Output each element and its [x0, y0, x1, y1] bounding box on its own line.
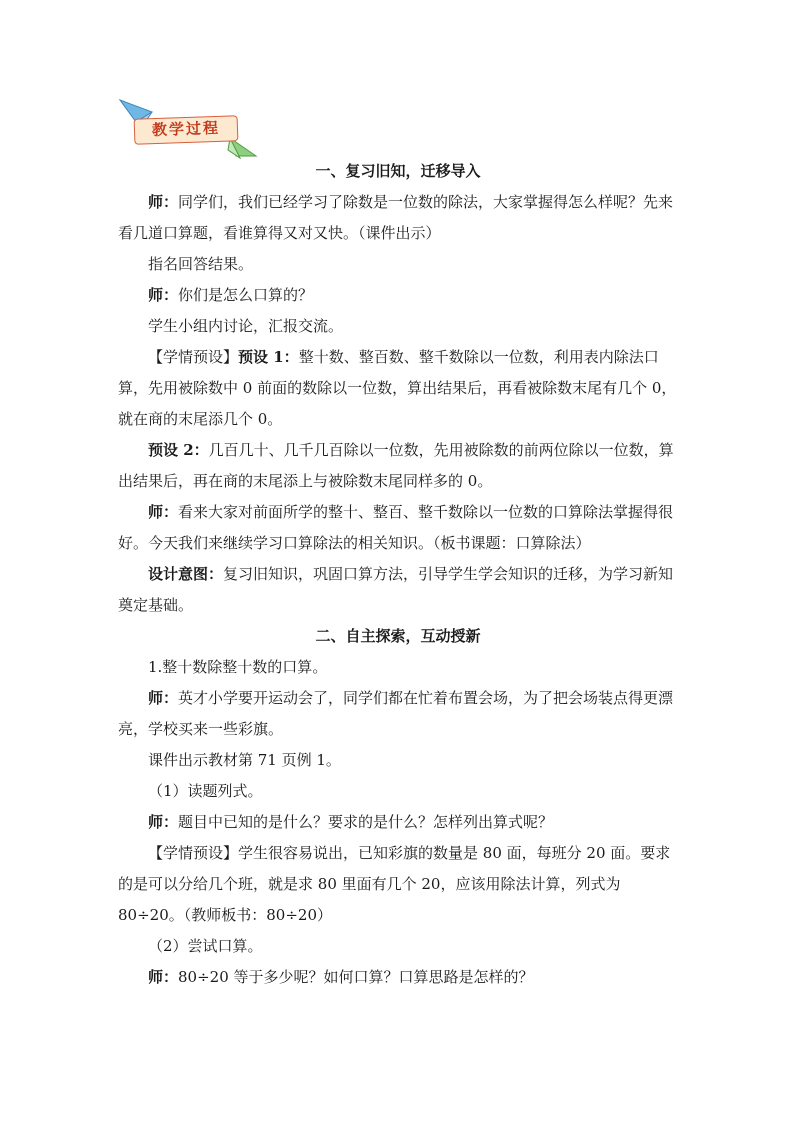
- teaching-process-banner: [118, 98, 258, 160]
- paragraph: 学生小组内讨论，汇报交流。: [148, 317, 344, 335]
- paragraph: [118, 435, 678, 497]
- banner-label: 教学过程: [134, 115, 239, 145]
- paragraph: 指名回答结果。: [148, 255, 254, 273]
- paragraph: [118, 559, 678, 621]
- paragraph: （2）尝试口算。: [148, 937, 263, 955]
- speaker-label: 师：: [148, 813, 179, 831]
- paragraph-text: 同学们，我们已经学习了除数是一位数的除法，大家掌握得怎么样呢？先来看几道口算题，看谁算得又对又快。（课件出示）: [118, 193, 674, 242]
- paragraph-text: 看来大家对前面所学的整十、整百、整千数除以一位数的口算除法掌握得很好。今天我们来继续学习口算除法的相关知识。（板书课题：口算除法）: [118, 503, 674, 552]
- paragraph-text: 学生很容易说出，已知彩旗的数量是 80 面，每班分 20 面。要求的是可以分给几个班，就是求 80 里面有几个 20，应该用除法计算，列式为 80÷20。（教师板书：80÷20）: [118, 844, 671, 924]
- design-intent-label: 设计意图：: [148, 565, 224, 583]
- speaker-label: 师：: [148, 968, 179, 986]
- preset-tag: 【学情预设】: [148, 844, 239, 862]
- speaker-label: 师：: [148, 503, 179, 521]
- paragraph: [118, 683, 678, 745]
- paragraph: 课件出示教材第 71 页例 1。: [148, 751, 341, 769]
- paragraph: [118, 962, 678, 993]
- paragraph: [118, 838, 678, 931]
- preset-tag: 【学情预设】: [148, 348, 239, 366]
- paragraph: 1.整十数除整十数的口算。: [148, 658, 328, 676]
- paragraph-text: 整十数、整百数、整千数除以一位数，利用表内除法口算，先用被除数中 0 前面的数除以一位数，算出结果后，再看被除数末尾有几个 0，就在商的末尾添几个 0。: [118, 348, 677, 428]
- speaker-label: 师：: [148, 286, 179, 304]
- paragraph-text: 你们是怎么口算的？: [178, 286, 314, 304]
- paragraph: （1）读题列式。: [148, 782, 263, 800]
- paragraph-text: 80÷20 等于多少呢？如何口算？口算思路是怎样的？: [178, 968, 534, 986]
- preset-label: 预设 1：: [238, 348, 299, 366]
- speaker-label: 师：: [148, 689, 179, 707]
- section-heading-2: 二、自主探索，互动授新: [315, 627, 481, 645]
- speaker-label: 师：: [148, 193, 179, 211]
- paragraph-text: 几百几十、几千几百除以一位数，先用被除数的前两位除以一位数，算出结果后，再在商的末尾添上与被除数末尾同样多的 0。: [118, 441, 674, 490]
- section-heading-1: 一、复习旧知，迁移导入: [315, 162, 481, 180]
- paragraph: [118, 497, 678, 559]
- paragraph-text: 题目中已知的是什么？要求的是什么？怎样列出算式呢？: [178, 813, 554, 831]
- paragraph: [118, 280, 678, 311]
- paragraph: [118, 187, 678, 249]
- preset-label: 预设 2：: [148, 441, 209, 459]
- paragraph: [118, 807, 678, 838]
- paragraph: [118, 342, 678, 435]
- document-body: [118, 156, 678, 993]
- paragraph-text: 英才小学要开运动会了，同学们都在忙着布置会场，为了把会场装点得更漂亮，学校买来一些彩旗。: [118, 689, 674, 738]
- paragraph-text: 复习旧知识，巩固口算方法，引导学生学会知识的迁移，为学习新知奠定基础。: [118, 565, 674, 614]
